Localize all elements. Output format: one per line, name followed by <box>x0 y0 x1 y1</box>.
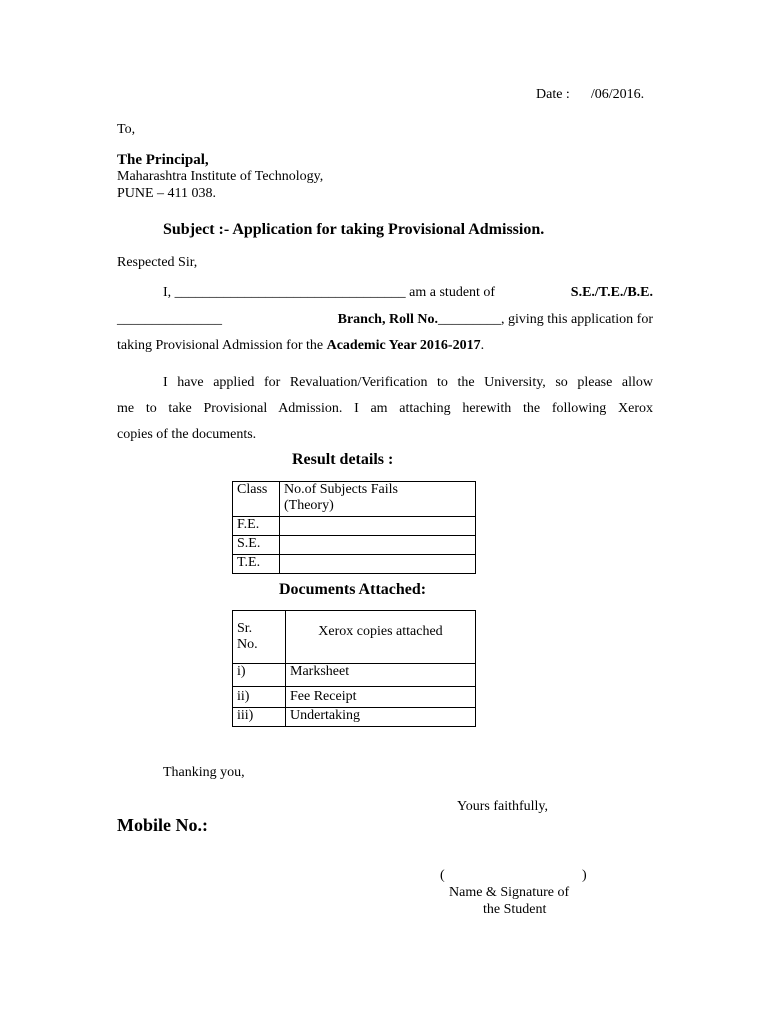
para2-line2: me to take Provisional Admission. I am attaching herewith the following Xerox <box>117 401 653 416</box>
documents-heading: Documents Attached: <box>279 581 427 598</box>
table-row <box>233 555 476 574</box>
para2-line1: I have applied for Revaluation/Verification to the University, so please allow <box>163 375 653 390</box>
para1-line1 <box>163 285 653 301</box>
para1-line3: taking Provisional Admission for the Academic Year 2016-2017. <box>117 338 485 353</box>
doc-cell: Undertaking <box>286 708 476 727</box>
table-header-row <box>233 611 476 664</box>
date-label: Date : <box>536 87 570 102</box>
result-details-heading: Result details : <box>292 451 394 468</box>
date-value: /06/2016. <box>590 87 645 102</box>
subjects-cell[interactable] <box>280 536 476 555</box>
col-subjects-header: No.of Subjects Fails (Theory) <box>280 482 476 517</box>
table-row <box>233 536 476 555</box>
class-cell: T.E. <box>233 555 280 574</box>
recipient-title: The Principal, <box>117 152 209 168</box>
para1-line2-rest: _________, giving this application for <box>437 312 653 327</box>
col-sr-header: Sr. No. <box>233 611 286 664</box>
class-cell: F.E. <box>233 517 280 536</box>
signature-paren-open: ( <box>440 868 445 883</box>
doc-cell: Marksheet <box>286 664 476 687</box>
subject-line: Subject :- Application for taking Provisional Admission. <box>163 221 545 238</box>
result-details-table <box>232 481 476 574</box>
signature-paren-close: ) <box>582 868 587 883</box>
branch-blank: _______________ <box>117 312 222 327</box>
recipient-city: PUNE – 411 038. <box>117 186 217 201</box>
signature-caption-line1: Name & Signature of <box>449 885 570 900</box>
date-line <box>536 87 644 103</box>
recipient-institute: Maharashtra Institute of Technology, <box>117 169 324 184</box>
sr-cell: ii) <box>233 687 286 708</box>
table-row <box>233 687 476 708</box>
yours-faithfully: Yours faithfully, <box>457 799 549 814</box>
salutation-to: To, <box>117 122 136 137</box>
para1-line1-text: I, _________________________________ am a student of <box>163 285 496 300</box>
para1-line2 <box>117 312 653 328</box>
para2-line3: copies of the documents. <box>117 427 257 442</box>
class-options: S.E./T.E./B.E. <box>570 285 653 300</box>
col-class-header: Class <box>233 482 280 517</box>
academic-year: Academic Year 2016-2017 <box>326 338 481 353</box>
table-header-row <box>233 482 476 517</box>
mobile-label: Mobile No.: <box>117 815 208 835</box>
table-row <box>233 664 476 687</box>
sr-cell: iii) <box>233 708 286 727</box>
greeting: Respected Sir, <box>117 255 198 270</box>
table-row <box>233 708 476 727</box>
thanking-you: Thanking you, <box>163 765 245 780</box>
sr-cell: i) <box>233 664 286 687</box>
doc-cell: Fee Receipt <box>286 687 476 708</box>
col-copies-header: Xerox copies attached <box>286 611 476 664</box>
subjects-cell[interactable] <box>280 555 476 574</box>
para1-line3-text: taking Provisional Admission for the <box>117 338 324 353</box>
signature-caption-line2: the Student <box>483 902 547 917</box>
documents-table <box>232 610 476 727</box>
class-cell: S.E. <box>233 536 280 555</box>
table-row <box>233 517 476 536</box>
subjects-cell[interactable] <box>280 517 476 536</box>
branch-roll-label: Branch, Roll No. <box>337 312 438 327</box>
